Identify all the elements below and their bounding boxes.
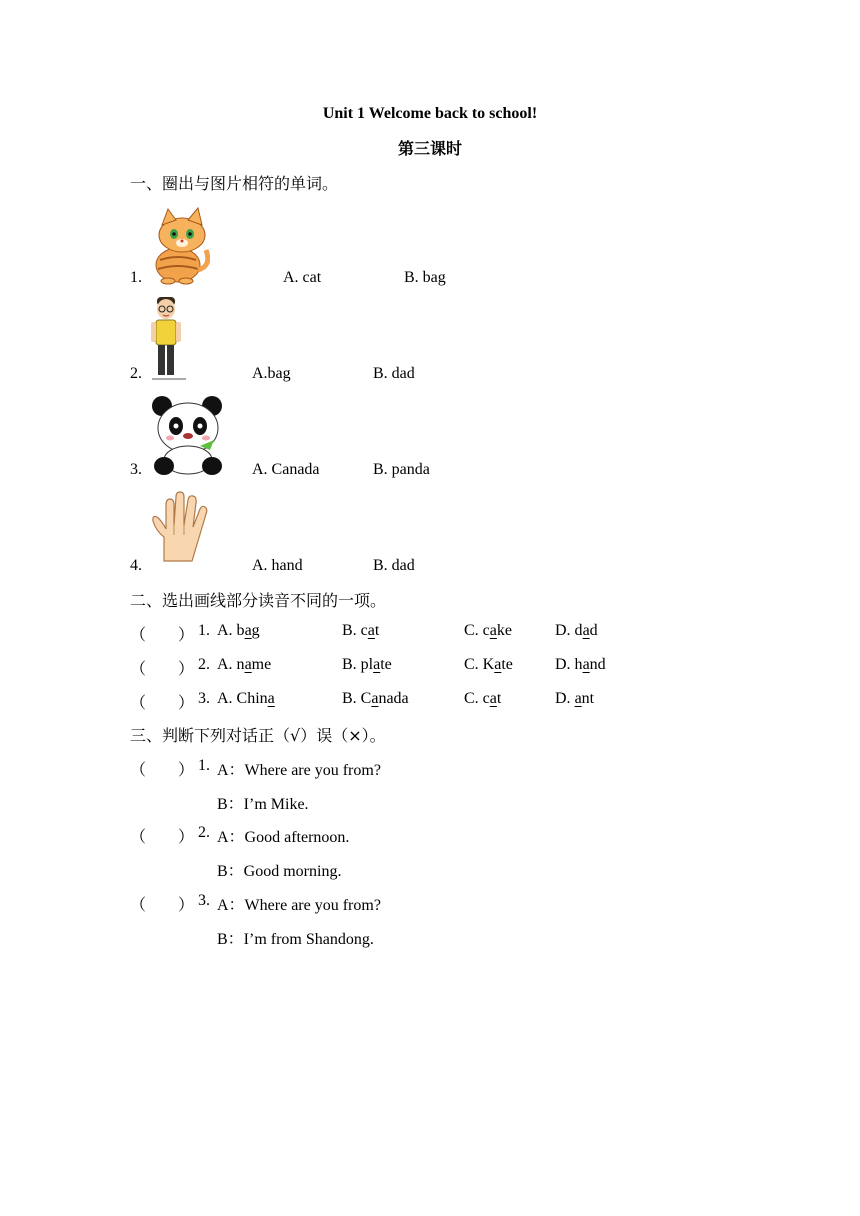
s2-row3-paren-close: ）: [178, 693, 195, 712]
s3-item1-paren-open: （: [130, 760, 147, 779]
s3-item1-paren-close: ）: [178, 760, 195, 779]
s2-row2-option-a: A. name: [217, 656, 272, 673]
s1-item1-option-a: A. cat: [283, 269, 322, 286]
s3-item3-number: 3.: [198, 892, 210, 909]
s1-item3-option-b: B. panda: [373, 461, 430, 478]
hand-picture: [150, 491, 212, 567]
s1-item2-option-b: B. dad: [373, 365, 415, 382]
s2-row3-number: 3.: [198, 690, 210, 707]
s2-row1-option-a: A. bag: [217, 622, 260, 639]
s2-row2-option-d: D. hand: [555, 656, 606, 673]
section2-heading: 二、选出画线部分读音不同的一项。: [130, 591, 387, 610]
s3-item3-paren-close: ）: [178, 895, 195, 914]
s1-item2-option-a: A.bag: [252, 365, 291, 382]
s3-item3-paren-open: （: [130, 895, 147, 914]
s3-item1-number: 1.: [198, 757, 210, 774]
s2-row2-number: 2.: [198, 656, 210, 673]
section3-heading: 三、判断下列对话正（√）误（×）。: [130, 726, 386, 745]
page-title: Unit 1 Welcome back to school!: [322, 105, 538, 122]
s2-row1-paren-open: （: [130, 625, 147, 644]
s1-item1-option-b: B. bag: [404, 269, 446, 286]
s2-row1-option-c: C. cake: [464, 622, 512, 639]
s1-item1-number: 1.: [130, 269, 142, 286]
page-subtitle: 第三课时: [397, 141, 462, 158]
s2-row1-paren-close: ）: [178, 625, 195, 644]
s2-row3-option-b: B. Canada: [342, 690, 409, 707]
s2-row2-option-c: C. Kate: [464, 656, 513, 673]
s2-row1-number: 1.: [198, 622, 210, 639]
s3-item1-line-b: B：I’m Mike.: [217, 796, 309, 813]
s3-item1-line-a: A：Where are you from?: [217, 762, 381, 779]
s3-item2-line-b: B：Good morning.: [217, 863, 342, 880]
s3-item2-paren-close: ）: [178, 827, 195, 846]
section1-heading: 一、圈出与图片相符的单词。: [130, 174, 339, 193]
s2-row2-option-b: B. plate: [342, 656, 392, 673]
s1-item4-option-b: B. dad: [373, 557, 415, 574]
s1-item4-option-a: A. hand: [252, 557, 303, 574]
s2-row1-option-d: D. dad: [555, 622, 598, 639]
s1-item3-number: 3.: [130, 461, 142, 478]
s1-item2-number: 2.: [130, 365, 142, 382]
s3-item3-line-b: B：I’m from Shandong.: [217, 931, 374, 948]
s2-row3-option-d: D. ant: [555, 690, 595, 707]
s3-item2-line-a: A：Good afternoon.: [217, 829, 350, 846]
s2-row3-paren-open: （: [130, 693, 147, 712]
s2-row2-paren-close: ）: [178, 659, 195, 678]
s2-row1-option-b: B. cat: [342, 622, 380, 639]
cat-picture: [148, 205, 210, 285]
s2-row3-option-c: C. cat: [464, 690, 502, 707]
s2-row3-option-a: A. China: [217, 690, 275, 707]
s3-item2-paren-open: （: [130, 827, 147, 846]
s1-item3-option-a: A. Canada: [252, 461, 320, 478]
s1-item4-number: 4.: [130, 557, 142, 574]
panda-picture: [150, 394, 226, 476]
s3-item2-number: 2.: [198, 824, 210, 841]
dad-picture: [148, 295, 188, 381]
s3-item3-line-a: A：Where are you from?: [217, 897, 381, 914]
s2-row2-paren-open: （: [130, 659, 147, 678]
